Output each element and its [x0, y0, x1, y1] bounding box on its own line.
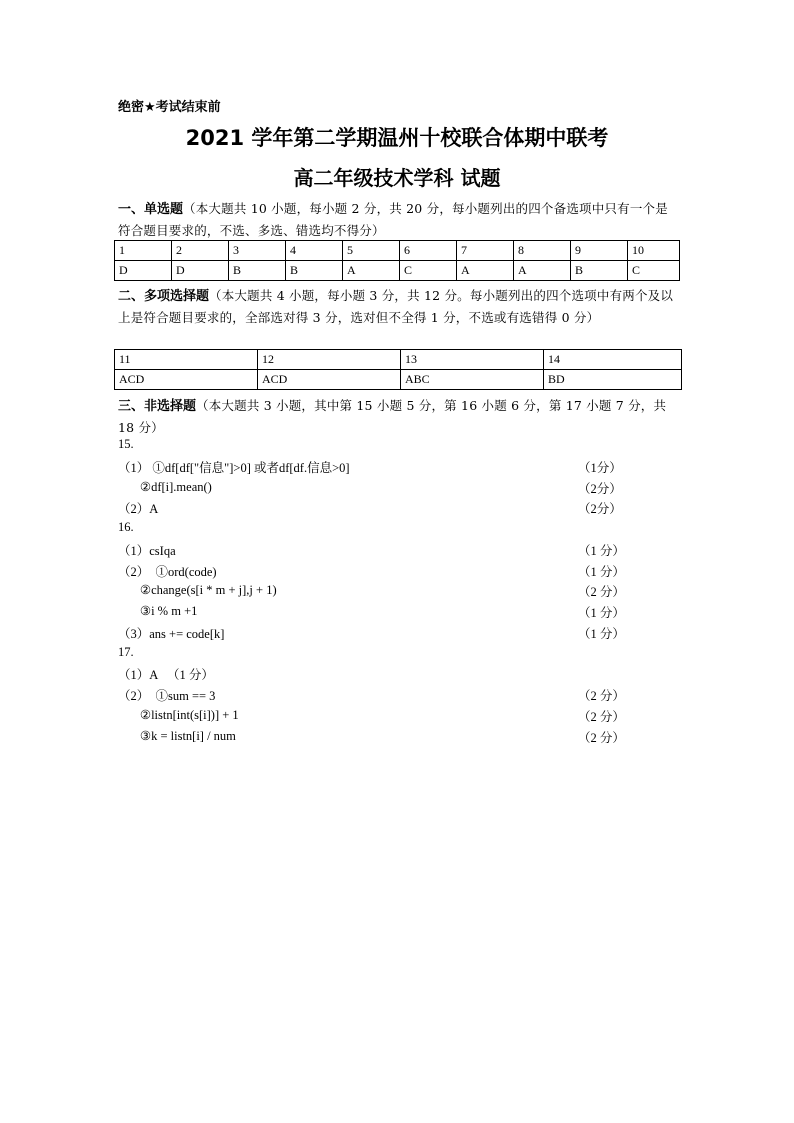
section1-answer-table [114, 240, 680, 281]
question-number: 1 [115, 241, 172, 261]
answer-line: （1） ①df[df["信息"]>0] 或者df[df.信息>0] [118, 461, 350, 475]
answer-line: （2） ①ord(code) [118, 565, 217, 579]
question-number: 3 [229, 241, 286, 261]
score-label: （2 分） [578, 731, 625, 745]
question-number: 13 [401, 350, 544, 370]
answer-line: （2） ①sum == 3 [118, 689, 216, 703]
section1-desc: （本大题共 10 小题，每小题 2 分，共 20 分，每小题列出的四个备选项中只有一个是 符合题目要求的，不选、多选、错选均不得分） [118, 201, 668, 238]
score-label: （2 分） [578, 585, 625, 599]
answer-cell: ACD [258, 370, 401, 390]
section1-intro [118, 198, 680, 241]
table-row [115, 350, 682, 370]
answer-line: （1）A （1 分） [118, 668, 214, 682]
question-number: 2 [172, 241, 229, 261]
answer-cell: A [343, 261, 400, 281]
answer-line: ②listn[int(s[i])] + 1 [118, 708, 239, 722]
answer-line: （2）A [118, 502, 159, 516]
table-row [115, 261, 680, 281]
answer-cell: BD [544, 370, 682, 390]
question-17-number: 17. [118, 645, 134, 659]
answer-line: （1）csIqa [118, 544, 176, 558]
confidential-label: 绝密★考试结束前 [118, 100, 221, 115]
section3-desc: （本大题共 3 小题，其中第 15 小题 5 分，第 16 小题 6 分，第 17 小题 7 分，共 18 分） [118, 398, 667, 435]
exam-subtitle: 高二年级技术学科 试题 [293, 166, 501, 190]
answer-cell: B [286, 261, 343, 281]
question-16-number: 16. [118, 520, 134, 534]
question-number: 6 [400, 241, 457, 261]
answer-cell: B [229, 261, 286, 281]
question-number: 12 [258, 350, 401, 370]
table-row [115, 241, 680, 261]
answer-line: ②df[i].mean() [118, 480, 212, 494]
score-label: （2 分） [578, 710, 625, 724]
answer-cell: A [457, 261, 514, 281]
answer-cell: ACD [115, 370, 258, 390]
score-label: （1分） [578, 461, 622, 475]
question-number: 8 [514, 241, 571, 261]
score-label: （1 分） [578, 565, 625, 579]
section2-heading: 二、多项选择题 [118, 289, 210, 304]
section3-heading: 三、非选择题 [118, 399, 197, 414]
answer-line: ③k = listn[i] / num [118, 729, 236, 743]
section2-answer-table [114, 349, 682, 390]
section3-intro [118, 395, 680, 438]
question-number: 4 [286, 241, 343, 261]
answer-line: ②change(s[i * m + j],j + 1) [118, 583, 277, 597]
score-label: （2分） [578, 502, 622, 516]
score-label: （1 分） [578, 606, 625, 620]
question-number: 11 [115, 350, 258, 370]
answer-cell: C [400, 261, 457, 281]
table-row [115, 370, 682, 390]
question-number: 10 [628, 241, 680, 261]
score-label: （1 分） [578, 544, 625, 558]
section2-intro [118, 285, 680, 328]
exam-title: 2021 学年第二学期温州十校联合体期中联考 [185, 126, 609, 150]
score-label: （1 分） [578, 627, 625, 641]
question-15-number: 15. [118, 437, 134, 451]
question-number: 7 [457, 241, 514, 261]
answer-cell: B [571, 261, 628, 281]
question-number: 14 [544, 350, 682, 370]
answer-cell: D [115, 261, 172, 281]
question-number: 9 [571, 241, 628, 261]
question-number: 5 [343, 241, 400, 261]
answer-cell: A [514, 261, 571, 281]
answer-cell: ABC [401, 370, 544, 390]
score-label: （2分） [578, 482, 622, 496]
answer-line: ③i % m +1 [118, 604, 198, 618]
answer-cell: D [172, 261, 229, 281]
answer-cell: C [628, 261, 680, 281]
section1-heading: 一、单选题 [118, 202, 184, 217]
score-label: （2 分） [578, 689, 625, 703]
section2-desc: （本大题共 4 小题，每小题 3 分，共 12 分。每小题列出的四个选项中有两个及以 上是符合题目要求的，全部选对得 3 分，选对但不全得 1 分，不选或有选错得 0 分） [118, 288, 674, 325]
answer-line: （3）ans += code[k] [118, 627, 225, 641]
